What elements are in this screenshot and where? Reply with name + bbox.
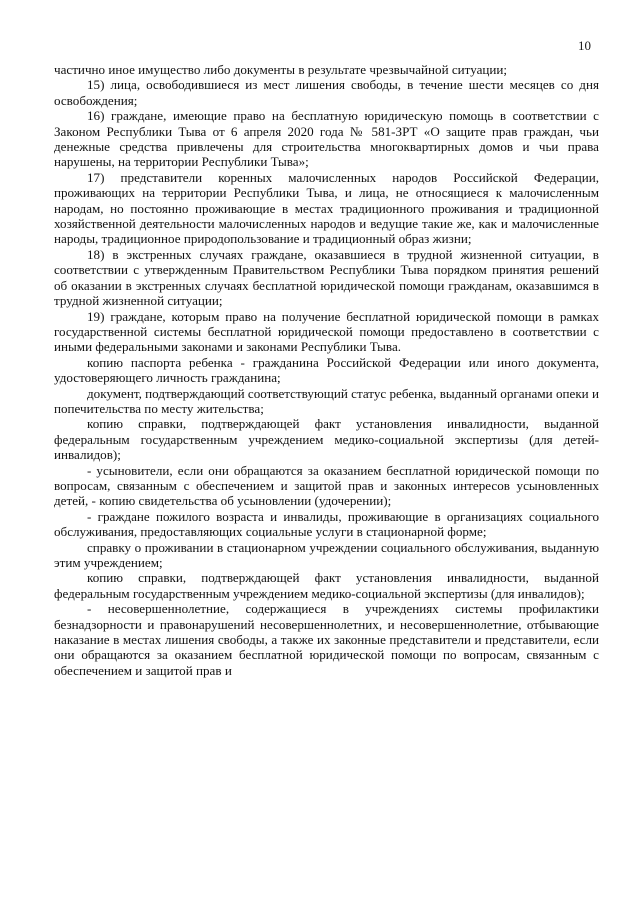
paragraph: справку о проживании в стационарном учреждении социального обслуживания, выданную этим учреждением; (54, 539, 599, 570)
paragraph: документ, подтверждающий соответствующий статус ребенка, выданный органами опеки и попечительства по месту жительства; (54, 385, 599, 416)
page-number: 10 (578, 38, 591, 53)
paragraph: - граждане пожилого возраста и инвалиды, проживающие в организациях социального обслуживания, предоставляющих социальные услуги в стационарной форме; (54, 508, 599, 540)
paragraph: 17) представители коренных малочисленных народов Российской Федерации, проживающих на территории Республики Тыва, и лица, не относящиеся к малочисленным народам, но постоянно проживающие в местах традиционного проживания и традиционной хозяйственной деятельности малочисленных народов и ведущие такие же, как и малочисленные народы, традиционное природопользование и традиционный образ жизни; (54, 169, 599, 247)
paragraph: 19) граждане, которым право на получение бесплатной юридической помощи в рамках государственной системы бесплатной юридической помощи предоставлено в соответствии с иными федеральными законами и законами Республики Тыва. (54, 308, 599, 355)
paragraph: 18) в экстренных случаях граждане, оказавшиеся в трудной жизненной ситуации, в соответствии с утвержденным Правительством Республики Тыва порядком принятия решений об оказании в экстренных случаях бесплатной юридической помощи гражданам, оказавшимся в трудной жизненной ситуации; (54, 246, 599, 309)
paragraph: копию справки, подтверждающей факт установления инвалидности, выданной федеральным государственным учреждением медико-социальной экспертизы (для инвалидов); (54, 570, 599, 601)
paragraph: 16) граждане, имеющие право на бесплатную юридическую помощь в соответствии с Законом Республики Тыва от 6 апреля 2020 года № 581-ЗРТ «О защите прав граждан, чьи денежные средства привлечены для строительства многоквартирных домов и чьи права нарушены, на территории Республики Тыва»; (54, 108, 599, 170)
paragraph: копию паспорта ребенка - гражданина Российской Федерации или иного документа, удостоверяющего личность гражданина; (54, 354, 599, 386)
document-body (54, 62, 599, 678)
paragraph: 15) лица, освободившиеся из мест лишения свободы, в течение шести месяцев со дня освобождения; (54, 77, 599, 108)
paragraph: частично иное имущество либо документы в результате чрезвычайной ситуации; (54, 62, 508, 77)
paragraph: копию справки, подтверждающей факт установления инвалидности, выданной федеральным государственным учреждением медико-социальной экспертизы (для детей-инвалидов); (54, 416, 599, 463)
paragraph: - усыновители, если они обращаются за оказанием бесплатной юридической помощи по вопросам, связанным с обеспечением и защитой прав и законных интересов усыновленных детей, - копию свидетельства об усыновлении (удочерении); (54, 462, 599, 509)
paragraph: - несовершеннолетние, содержащиеся в учреждениях системы профилактики безнадзорности и правонарушений несовершеннолетних, и несовершеннолетние, отбывающие наказание в местах лишения свободы, а также их законные представители и представители, если они обращаются за оказанием бесплатной юридической помощи по вопросам, связанным с обеспечением и защитой прав и (54, 601, 599, 678)
